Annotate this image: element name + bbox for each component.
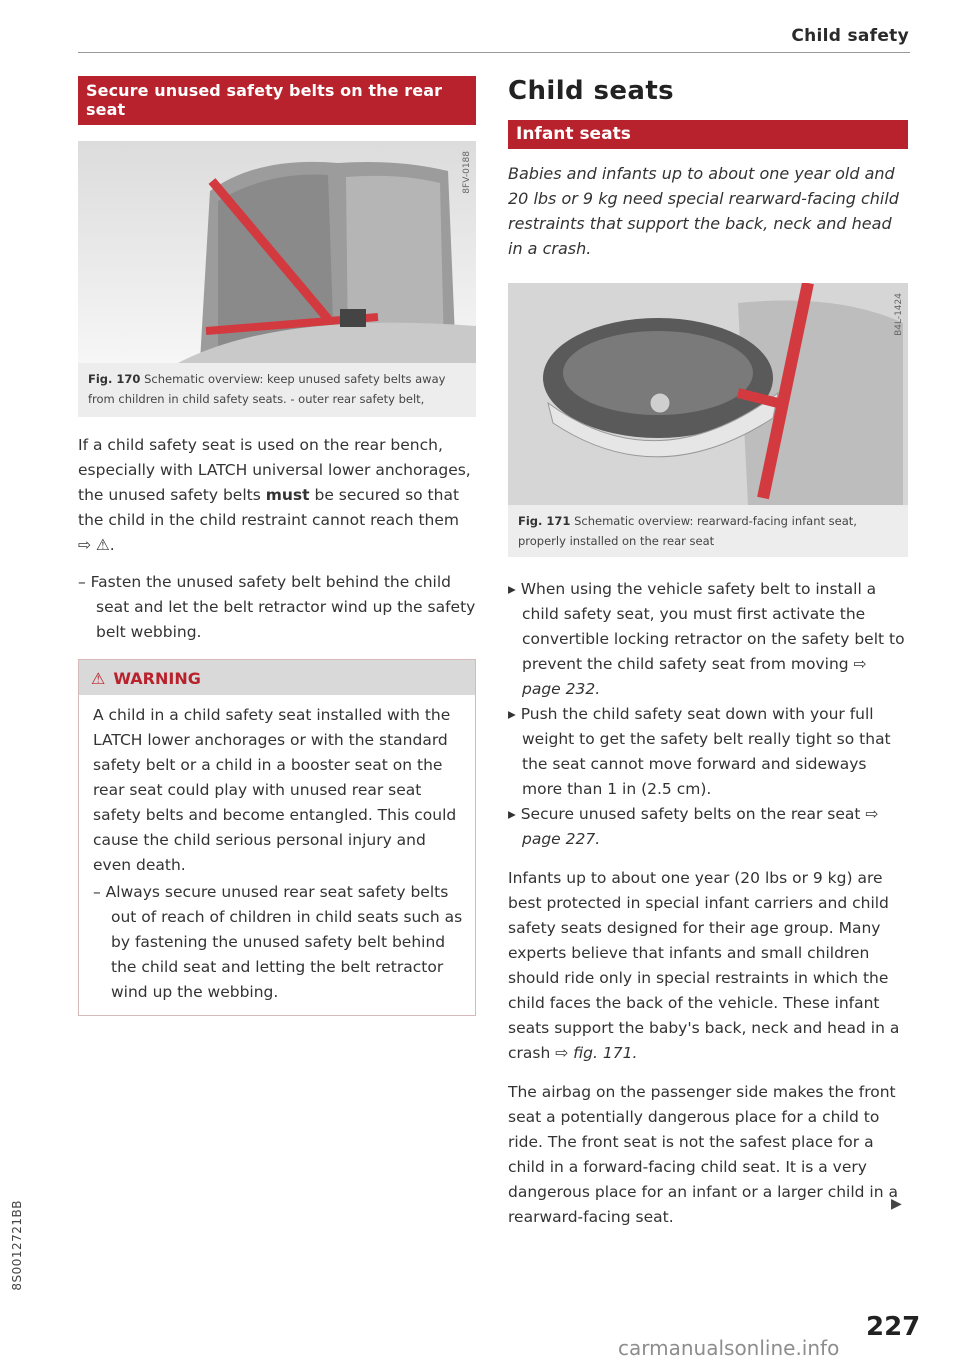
- warning-header: [79, 660, 475, 695]
- running-header: Child safety: [791, 26, 909, 46]
- intro-text: Babies and infants up to about one year old and 20 lbs or 9 kg need special rearward-facing child restraints that support the back, neck and head in a crash.: [508, 164, 899, 258]
- rear-seat-illustration: [78, 141, 476, 363]
- figure-caption: [78, 363, 476, 409]
- warning-text: A child in a child safety seat installed with the LATCH lower anchorages or with the standard safety belt or a child in a booster seat on the rear seat could play with unused rear seat safety belts and become entangled. This could cause the child serious personal injury and even death.: [93, 706, 457, 874]
- rear-seat-drawing: [78, 141, 476, 363]
- list-item-text: ▸ Secure unused safety belts on the rear seat: [508, 805, 866, 823]
- warning-triangle-icon: ⚠: [91, 669, 106, 688]
- figure-code: B4L-1424: [894, 293, 904, 336]
- subsection-title: Infant seats: [508, 120, 908, 149]
- infant-seat-illustration: [508, 283, 908, 505]
- figure-caption: [508, 505, 908, 551]
- document-code: 8S0012721BB: [10, 1200, 24, 1291]
- warning-reference-link[interactable]: ⇨ ⚠.: [78, 536, 115, 554]
- infant-seat-drawing: [508, 283, 908, 505]
- left-column: [78, 76, 476, 1016]
- page-heading: Child seats: [508, 76, 675, 106]
- figure-170: [78, 141, 476, 417]
- list-item: [508, 702, 908, 802]
- instruction-step: – Fasten the unused safety belt behind the child seat and let the belt retractor wind up the safety belt webbing.: [78, 573, 476, 641]
- list-item: [508, 577, 908, 702]
- page-reference-link[interactable]: ⇨ page 227.: [522, 805, 879, 848]
- list-item-text: ▸ Push the child safety seat down with your full weight to get the safety belt really tight so that the seat cannot move forward and sideways more than 1 in (2.5 cm).: [508, 705, 891, 798]
- watermark: carmanualsonline.info: [618, 1336, 840, 1360]
- body-paragraph: [508, 866, 908, 1066]
- para-part: Infants up to about one year (20 lbs or 9 kg) are best protected in special infant carriers and child safety seats designed for their age group. Many experts believe that infants and small children should ride only in special restraints in which the child faces the back of the vehicle. These infant seats support the baby's back, neck and head in a crash: [508, 869, 900, 1062]
- page-reference-link[interactable]: ⇨ page 232.: [522, 655, 867, 698]
- header-rule: [78, 52, 910, 53]
- warning-instruction: – Always secure unused rear seat safety belts out of reach of children in child seats such as by fastening the unused safety belt behind the child seat and letting the belt retractor wind up the webbing.: [93, 883, 463, 1001]
- figure-code: 8FV-0188: [462, 151, 472, 194]
- list-item-text: ▸ When using the vehicle safety belt to install a child safety seat, you must first activate the convertible locking retractor on the safety belt to prevent the child safety seat from moving: [508, 580, 905, 673]
- page-number: 227: [866, 1312, 921, 1342]
- warning-body: [79, 695, 475, 1015]
- right-column: [508, 76, 908, 1230]
- emphasis-must: must: [265, 486, 310, 504]
- section-title: Secure unused safety belts on the rear seat: [78, 76, 476, 125]
- warning-box: [78, 659, 476, 1016]
- instruction-list: [508, 577, 908, 852]
- continue-arrow-icon: ▶: [891, 1196, 902, 1212]
- body-paragraph: The airbag on the passenger side makes the front seat a potentially dangerous place for a child to ride. The front seat is not the safest place for a child in a forward-facing child seat. It is a very dangerous place for an infant or a larger child in a rearward-facing seat.: [508, 1083, 898, 1226]
- figure-caption-text: Schematic overview: rearward-facing infant seat, properly installed on the rear seat: [518, 514, 857, 548]
- warning-title: WARNING: [113, 669, 201, 688]
- figure-label: Fig. 170: [88, 372, 141, 386]
- para-part: be secured so that the child in the child restraint cannot reach them: [78, 486, 460, 529]
- list-item: [508, 802, 908, 852]
- figure-reference-link[interactable]: ⇨ fig. 171.: [555, 1044, 638, 1062]
- figure-caption-text: Schematic overview: keep unused safety belts away from children in child safety seats. - outer rear safety belt,: [88, 372, 446, 406]
- para-part: If a child safety seat is used on the rear bench, especially with LATCH universal lower anchorages, the unused safety belts: [78, 436, 471, 504]
- figure-label: Fig. 171: [518, 514, 571, 528]
- figure-171: [508, 283, 908, 557]
- body-paragraph: [78, 433, 476, 558]
